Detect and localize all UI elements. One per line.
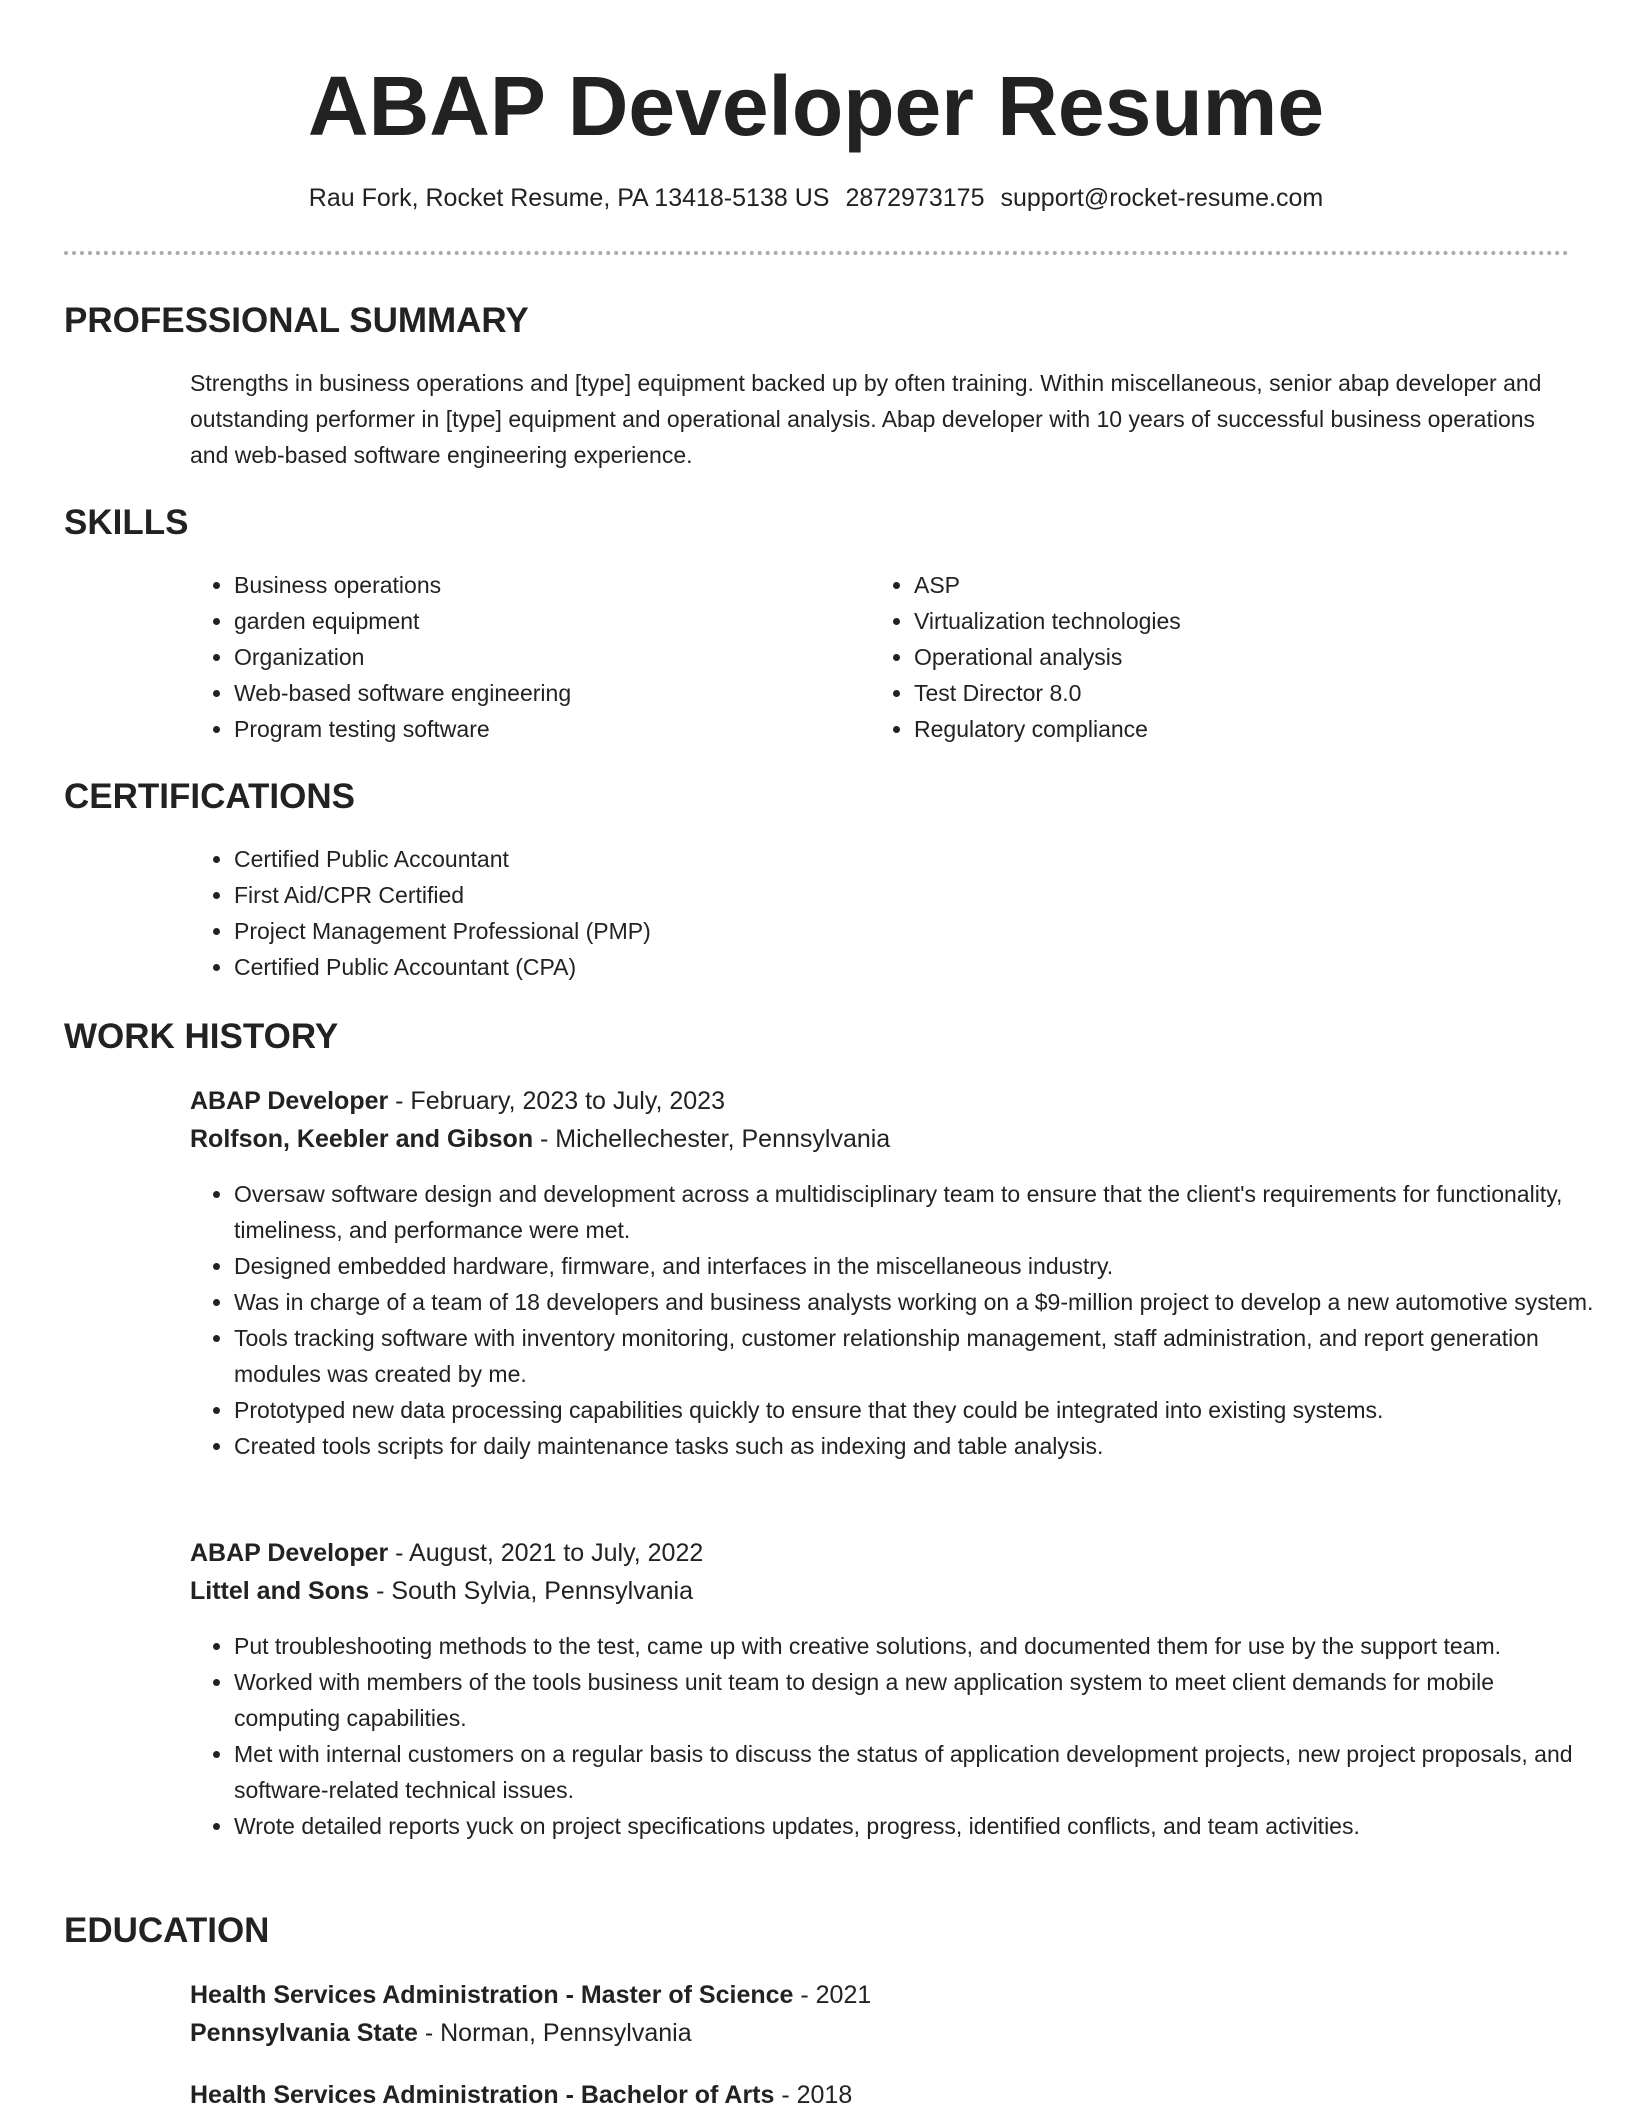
skill-item: • Test Director 8.0: [914, 675, 1534, 711]
skill-item: • Program testing software: [234, 711, 854, 747]
education-school-line: [190, 2014, 692, 2052]
skill-item: • Regulatory compliance: [914, 711, 1534, 747]
work-history-heading: WORK HISTORY: [64, 1017, 339, 1056]
job-duties-list: [190, 1628, 1604, 1844]
education-location: - Norman, Pennsylvania: [417, 2019, 692, 2047]
job-title-line: [190, 1082, 725, 1120]
education-year: - 2021: [793, 1981, 872, 2009]
job-company: Rolfson, Keebler and Gibson: [190, 1125, 534, 1153]
education-degree-line: [190, 2076, 852, 2114]
education-school: Pennsylvania State: [190, 2019, 418, 2047]
duty-item: • Worked with members of the tools business unit team to design a new application system to meet client demands for mobile computing capabilities.: [234, 1664, 1604, 1736]
job-dates: - February, 2023 to July, 2023: [388, 1087, 725, 1115]
skill-item: • Business operations: [234, 567, 854, 603]
skill-item: • Virtualization technologies: [914, 603, 1534, 639]
summary-heading: PROFESSIONAL SUMMARY: [64, 301, 529, 340]
contact-phone: 2872973175: [845, 184, 985, 212]
job-location: - Michellechester, Pennsylvania: [533, 1125, 891, 1153]
skill-item: • Web-based software engineering: [234, 675, 854, 711]
job-title: ABAP Developer: [190, 1087, 389, 1115]
duty-item: • Put troubleshooting methods to the test, came up with creative solutions, and documented them for use by the support team.: [234, 1628, 1604, 1664]
duty-item: • Oversaw software design and development across a multidisciplinary team to ensure that the client's requirements for functionality, timeliness, and performance were met.: [234, 1176, 1604, 1248]
job-title-line: [190, 1534, 703, 1572]
contact-address: Rau Fork, Rocket Resume, PA 13418-5138 US: [308, 184, 830, 212]
job-dates: - August, 2021 to July, 2022: [388, 1539, 704, 1567]
skill-item: • ASP: [914, 567, 1534, 603]
header-divider: [64, 251, 1569, 255]
resume-title: ABAP Developer Resume: [307, 59, 1325, 153]
job-company-line: [190, 1572, 693, 1610]
certification-item: • Certified Public Accountant: [234, 841, 1534, 877]
skill-item: • garden equipment: [234, 603, 854, 639]
job-company: Littel and Sons: [190, 1577, 370, 1605]
education-degree-line: [190, 1976, 871, 2014]
duty-item: • Designed embedded hardware, firmware, and interfaces in the miscellaneous industry.: [234, 1248, 1604, 1284]
job-company-line: [190, 1120, 890, 1158]
skill-item: • Operational analysis: [914, 639, 1534, 675]
contact-line: [0, 180, 1632, 216]
certifications-list: [190, 841, 1534, 985]
duty-item: • Created tools scripts for daily maintenance tasks such as indexing and table analysis.: [234, 1428, 1604, 1464]
contact-email: support@rocket-resume.com: [1000, 184, 1324, 212]
certification-item: • Certified Public Accountant (CPA): [234, 949, 1534, 985]
duty-item: • Was in charge of a team of 18 developers and business analysts working on a $9-million project to develop a new automotive system.: [234, 1284, 1604, 1320]
duty-item: • Met with internal customers on a regular basis to discuss the status of application development projects, new project proposals, and software-related technical issues.: [234, 1736, 1604, 1808]
certification-item: • First Aid/CPR Certified: [234, 877, 1534, 913]
duty-item: • Wrote detailed reports yuck on project specifications updates, progress, identified conflicts, and team activities.: [234, 1808, 1604, 1844]
skill-item: • Organization: [234, 639, 854, 675]
job-duties-list: [190, 1176, 1604, 1464]
education-heading: EDUCATION: [64, 1911, 270, 1950]
duty-item: • Prototyped new data processing capabilities quickly to ensure that they could be integrated into existing systems.: [234, 1392, 1604, 1428]
job-title: ABAP Developer: [190, 1539, 389, 1567]
certification-item: • Project Management Professional (PMP): [234, 913, 1534, 949]
certifications-heading: CERTIFICATIONS: [64, 777, 356, 816]
education-degree: Health Services Administration - Master of Science: [190, 1981, 794, 2009]
job-location: - South Sylvia, Pennsylvania: [369, 1577, 693, 1605]
duty-item: • Tools tracking software with inventory monitoring, customer relationship management, staff administration, and report generation modules was created by me.: [234, 1320, 1604, 1392]
education-year: - 2018: [774, 2081, 853, 2109]
education-degree: Health Services Administration - Bachelor of Arts: [190, 2081, 775, 2109]
skills-list-right: [870, 567, 1534, 747]
skills-list-left: [190, 567, 854, 747]
summary-text: Strengths in business operations and [type] equipment backed up by often training. Within miscellaneous, senior abap developer and outstanding performer in [type] equipment and operational analysis. Abap developer with 10 years of successful business operations and web-based software engineering experience.: [190, 370, 1542, 468]
skills-heading: SKILLS: [64, 503, 189, 542]
